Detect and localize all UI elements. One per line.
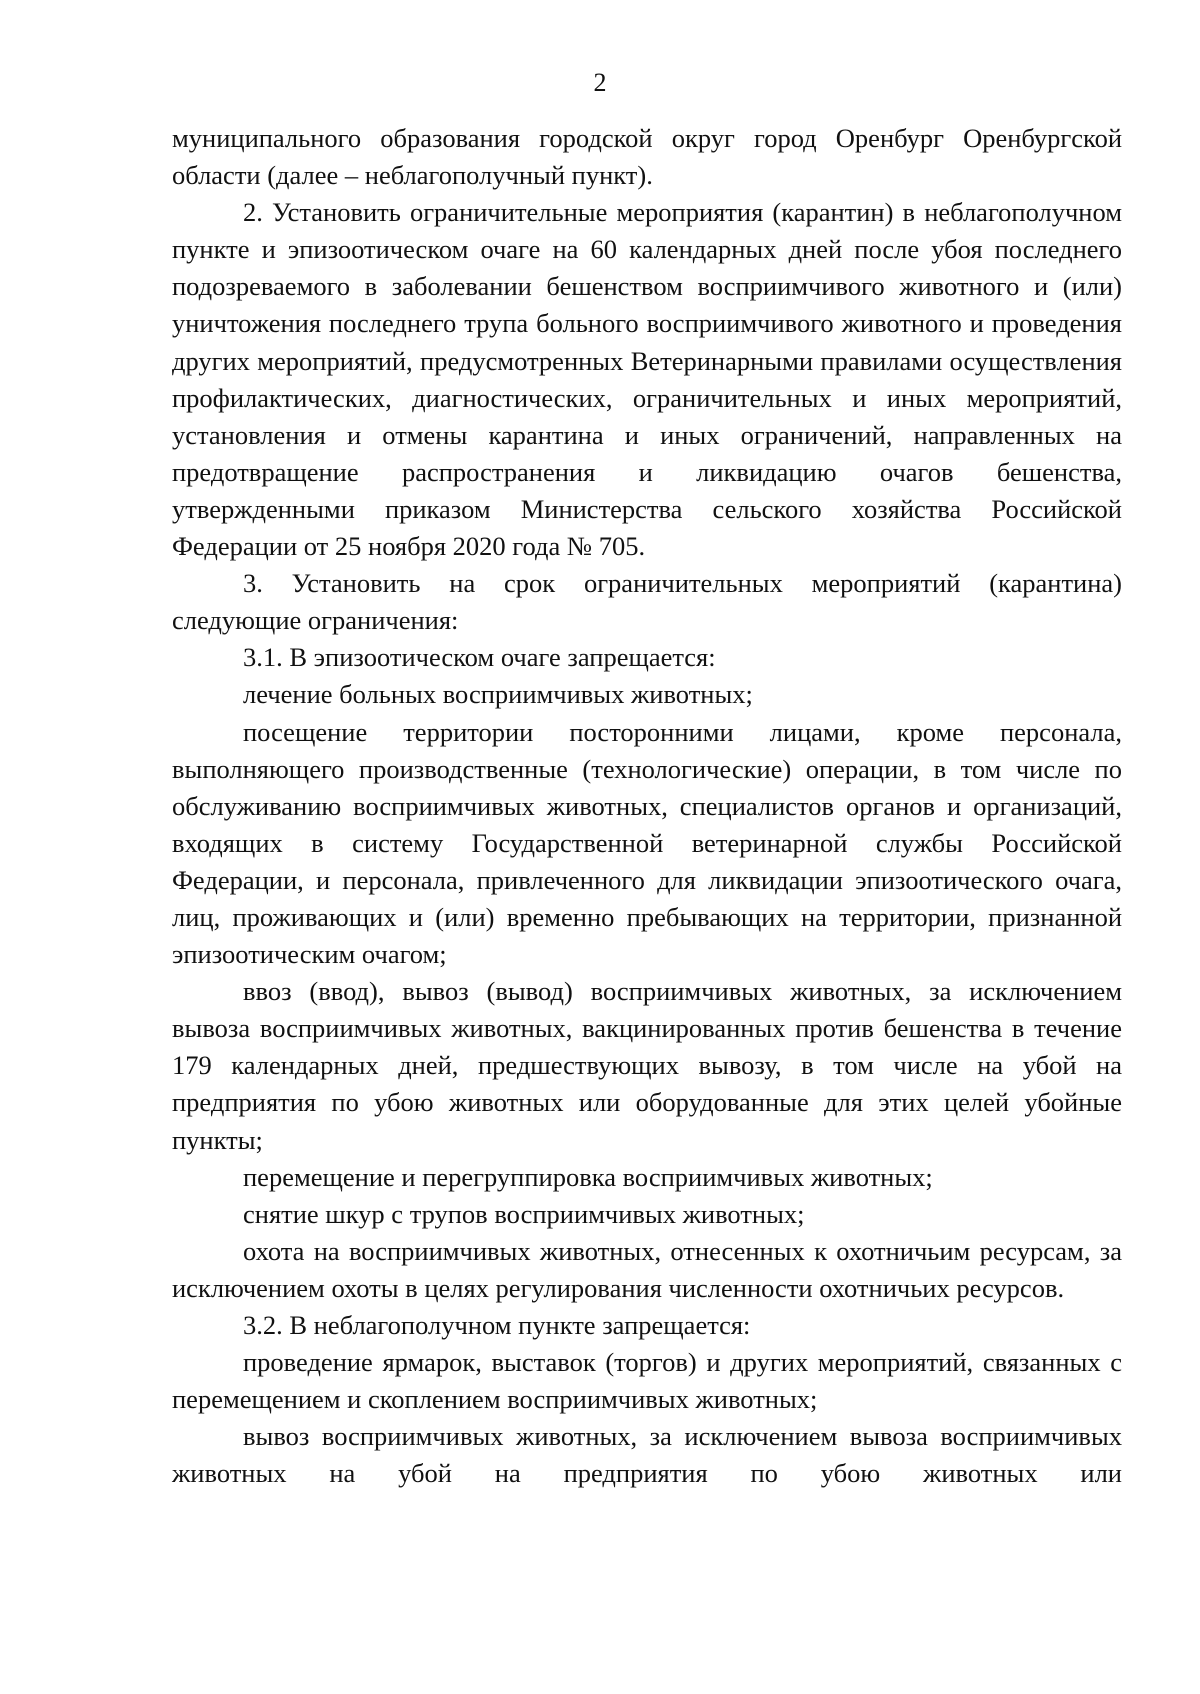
paragraph-fairs-ban: проведение ярмарок, выставок (торгов) и других мероприятий, связанных с перемещением и скоплением восприимчивых животных; [172, 1347, 1122, 1415]
paragraph-visit-ban: посещение территории посторонними лицами, кроме персонала, выполняющего производственные (технологические) операции, в том числе по обслуживанию восприимчивых животных, специалистов органов и организаций, входящих в систему Государственной ветеринарной службы Российской Федерации, и персонала, привлеченного для ликвидации эпизоотического очага, лиц, проживающих и (или) временно пребывающих на территории, признанной эпизоотическим очагом; [172, 716, 1122, 970]
paragraph-movement-ban: перемещение и перегруппировка восприимчивых животных; [243, 1161, 933, 1192]
paragraph-item-3-2: 3.2. В неблагополучном пункте запрещается: [243, 1310, 751, 1340]
paragraph-hunting-ban: охота на восприимчивых животных, отнесенных к охотничьим ресурсам, за исключением охоты в целях регулирования численности охотничьих ресурсов. [172, 1235, 1122, 1303]
page-number: 2 [593, 68, 607, 97]
document-body [172, 120, 1122, 1492]
paragraph-export-ban: вывоз восприимчивых животных, за исключением вывоза восприимчивых животных на убой на предприятия по убою животных или [172, 1421, 1122, 1489]
paragraph-treatment-ban: лечение больных восприимчивых животных; [243, 679, 753, 710]
paragraph-skinning-ban: снятие шкур с трупов восприимчивых животных; [243, 1198, 805, 1229]
paragraph-item-3-1: 3.1. В эпизоотическом очаге запрещается: [243, 642, 716, 673]
paragraph-import-export-ban: ввоз (ввод), вывоз (вывод) восприимчивых животных, за исключением вывоза восприимчивых животных, вакцинированных против бешенства в течение 179 календарных дней, предшествующих вывозу, в том числе на убой на предприятия по убою животных или оборудованные для этих целей убойные пункты; [172, 976, 1122, 1155]
paragraph-item-3: 3. Установить на срок ограничительных мероприятий (карантина) следующие ограничения: [172, 568, 1122, 636]
paragraph-continuation: муниципального образования городской округ город Оренбург Оренбургской области (далее – неблагополучный пункт). [172, 123, 1122, 191]
paragraph-item-2: 2. Установить ограничительные мероприятия (карантин) в неблагополучном пункте и эпизоотическом очаге на 60 календарных дней после убоя последнего подозреваемого в заболевании бешенством восприимчивого животного и (или) уничтожения последнего трупа больного восприимчивого животного и проведения других мероприятий, предусмотренных Ветеринарными правилами осуществления профилактических, диагностических, ограничительных и иных мероприятий, установления и отмены карантина и иных ограничений, направленных на предотвращение распространения и ликвидацию очагов бешенства, утвержденными приказом Министерства сельского хозяйства Российской Федерации от 25 ноября 2020 года № 705. [172, 197, 1122, 562]
